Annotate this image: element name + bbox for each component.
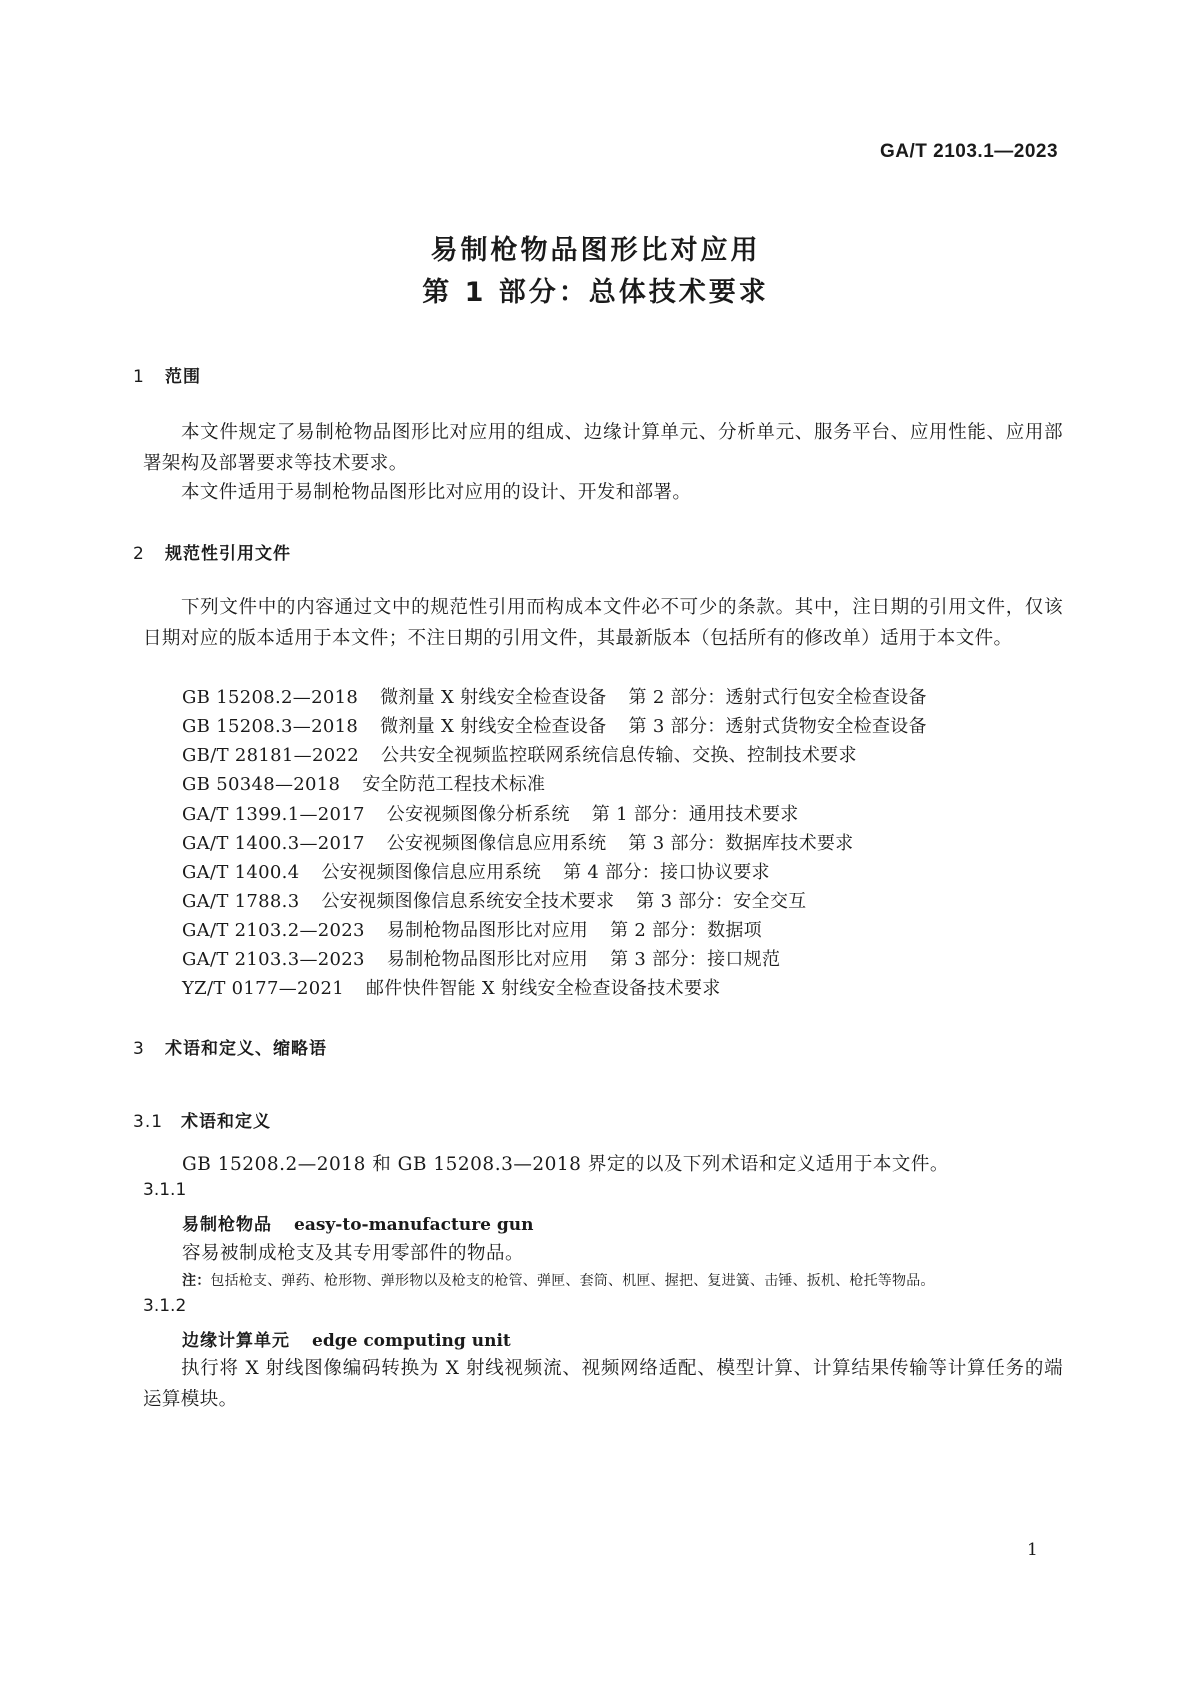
- references-intro: 下列文件中的内容通过文中的规范性引用而构成本文件必不可少的条款。其中，注日期的引用文件，仅该日期对应的版本适用于本文件；不注日期的引用文件，其最新版本（包括所有的修改单）适用于本文件。: [143, 597, 1063, 649]
- reference-title: 易制枪物品图形比对应用: [386, 920, 589, 941]
- section-3-heading: [133, 1034, 327, 1059]
- term-entry: [182, 1326, 511, 1351]
- reference-title: 易制枪物品图形比对应用: [386, 949, 589, 970]
- subsection-number: 3.1: [133, 1112, 164, 1132]
- reference-item: [182, 741, 857, 767]
- term-entry: [182, 1210, 534, 1235]
- reference-code: GA/T 1400.4: [182, 862, 300, 883]
- section-1-heading: [133, 362, 201, 387]
- reference-title: 公安视频图像信息应用系统: [321, 862, 542, 883]
- section-number: 3: [133, 1039, 145, 1059]
- reference-item: [182, 887, 806, 913]
- reference-part: 第 4 部分：接口协议要求: [563, 862, 770, 883]
- reference-title: 公安视频图像信息系统安全技术要求: [321, 891, 615, 912]
- reference-part: 第 3 部分：数据库技术要求: [628, 833, 854, 854]
- reference-title: 安全防范工程技术标准: [362, 774, 546, 795]
- reference-code: GB 15208.2—2018: [182, 687, 359, 708]
- term-definition: 容易被制成枪支及其专用零部件的物品。: [182, 1243, 525, 1264]
- reference-code: GA/T 1788.3: [182, 891, 300, 912]
- reference-title: 邮件快件智能 X 射线安全检查设备技术要求: [366, 978, 721, 999]
- reference-item: [182, 916, 762, 942]
- term-en: edge computing unit: [312, 1331, 511, 1351]
- subsection-3-1-heading: [133, 1107, 271, 1132]
- reference-item: [182, 770, 545, 796]
- reference-item: [182, 712, 927, 738]
- reference-code: GB 15208.3—2018: [182, 716, 359, 737]
- reference-part: 第 3 部分：安全交互: [636, 891, 807, 912]
- reference-item: [182, 829, 853, 855]
- reference-code: GA/T 2103.2—2023: [182, 920, 365, 941]
- section-number: 2: [133, 544, 145, 564]
- reference-title: 微剂量 X 射线安全检查设备: [380, 687, 607, 708]
- reference-item: [182, 974, 721, 1000]
- section-number: 1: [133, 367, 145, 387]
- section-title: 范围: [165, 367, 201, 387]
- term-definition: 执行将 X 射线图像编码转换为 X 射线视频流、视频网络适配、模型计算、计算结果传输等计算任务的端运算模块。: [143, 1358, 1063, 1410]
- scope-paragraph-1: 本文件规定了易制枪物品图形比对应用的组成、边缘计算单元、分析单元、服务平台、应用性能、应用部署架构及部署要求等技术要求。: [143, 422, 1063, 474]
- term-note: [182, 1270, 935, 1290]
- note-label: 注：: [182, 1273, 211, 1289]
- reference-code: GA/T 1399.1—2017: [182, 804, 365, 825]
- reference-part: 第 3 部分：接口规范: [610, 949, 781, 970]
- note-text: 包括枪支、弹药、枪形物、弹形物以及枪支的枪管、弹匣、套筒、机匣、握把、复进簧、击锤、扳机、枪托等物品。: [210, 1273, 935, 1289]
- reference-item: [182, 800, 799, 826]
- reference-item: [182, 945, 780, 971]
- subsection-title: 术语和定义: [181, 1112, 271, 1132]
- page-number: 1: [1027, 1540, 1038, 1560]
- term-zh: 易制枪物品: [182, 1215, 272, 1235]
- reference-item: [182, 683, 927, 709]
- reference-item: [182, 858, 770, 884]
- reference-title: 公共安全视频监控联网系统信息传输、交换、控制技术要求: [380, 745, 857, 766]
- reference-part: 第 3 部分：透射式货物安全检查设备: [628, 716, 927, 737]
- section-title: 术语和定义、缩略语: [165, 1039, 327, 1059]
- reference-code: YZ/T 0177—2021: [182, 978, 344, 999]
- reference-part: 第 1 部分：通用技术要求: [591, 804, 799, 825]
- reference-title: 公安视频图像分析系统: [386, 804, 570, 825]
- reference-title: 微剂量 X 射线安全检查设备: [380, 716, 607, 737]
- reference-code: GB 50348—2018: [182, 774, 341, 795]
- terms-intro: GB 15208.2—2018 和 GB 15208.3—2018 界定的以及下列术语和定义适用于本文件。: [182, 1154, 949, 1175]
- reference-title: 公安视频图像信息应用系统: [386, 833, 607, 854]
- term-number: 3.1.1: [143, 1180, 187, 1200]
- term-en: easy-to-manufacture gun: [294, 1215, 534, 1235]
- reference-code: GA/T 2103.3—2023: [182, 949, 365, 970]
- reference-part: 第 2 部分：透射式行包安全检查设备: [628, 687, 927, 708]
- term-number: 3.1.2: [143, 1296, 187, 1316]
- section-2-heading: [133, 539, 291, 564]
- reference-code: GA/T 1400.3—2017: [182, 833, 365, 854]
- term-zh: 边缘计算单元: [182, 1331, 290, 1351]
- section-title: 规范性引用文件: [165, 544, 291, 564]
- document-title: 易制枪物品图形比对应用: [430, 235, 761, 266]
- standard-number: GA/T 2103.1—2023: [880, 141, 1059, 162]
- reference-part: 第 2 部分：数据项: [610, 920, 762, 941]
- document-subtitle: 第 1 部分：总体技术要求: [422, 277, 769, 308]
- scope-paragraph-2: 本文件适用于易制枪物品图形比对应用的设计、开发和部署。: [181, 482, 692, 503]
- reference-code: GB/T 28181—2022: [182, 745, 359, 766]
